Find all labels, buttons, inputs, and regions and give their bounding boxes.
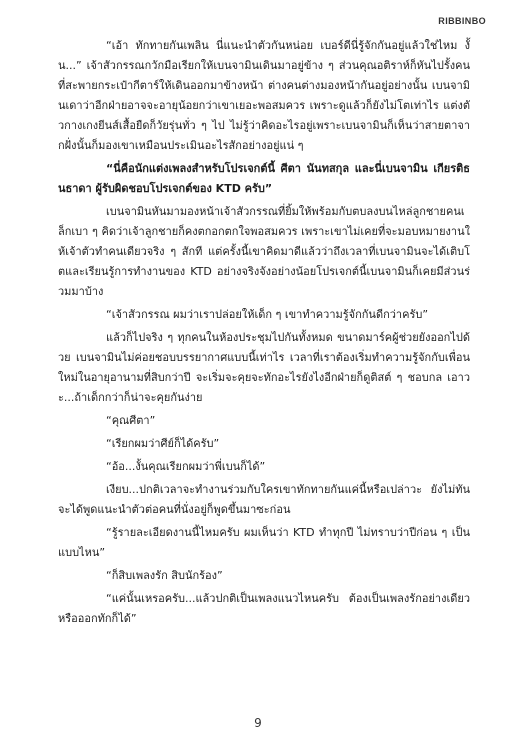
paragraph-7: “เรียกผมว่าศีย์ก็ได้ครับ” — [106, 437, 220, 450]
paragraph-4: “เจ้าสัวกรรณ ผมว่าเราปล่อยให้เด็ก ๆ เขาทำความรู้จักกันดีกว่าครับ” — [106, 308, 429, 321]
paragraph-2-bold: “นี่คือนักแต่งเพลงสำหรับโปรเจกต์นี้ ศีตา นันทสกุล และนี่เบนจามิน เกียรติธนธาดา ผู้รับผิดชอบโปรเจกต์ของ KTD ครับ” — [58, 162, 470, 195]
paragraph-3: เบนจามินหันมามองหน้าเจ้าสัวกรรณที่ยิ้มให้พร้อมกับตบลงบนไหล่ลูกชายคนเล็กเบา ๆ คิดว่าเจ้าลูกชายก็คงตกอกตกใจพอสมควร เพราะเขาไม่เคยที่จะมอบหมายงานให้เจ้าตัวทำคนเดียวจริง ๆ สักที แต่ครั้งนี้เขาคิดมาดีแล้วว่าถึงเวลาที่เบนจามินจะได้เติบโตและเรียนรู้การทำงานของ KTD อย่างจริงจังอย่างน้อยโปรเจกต์นี้เบนจามินก็เคยมีส่วนร่วมมาบ้าง — [58, 205, 470, 298]
running-header: RIBBINBO — [438, 16, 486, 26]
paragraph-9: เงียบ...ปกติเวลาจะทำงานร่วมกับใครเขาทักทายกันแค่นี้หรือเปล่าวะ ยังไม่ทันจะได้พูดแนะนำตัวต่อคนที่นั่งอยู่ก็พูดขึ้นมาซะก่อน — [58, 483, 470, 516]
paragraph-5: แล้วก็ไปจริง ๆ ทุกคนในห้องประชุมไปกันทั้งหมด ขนาดมาร์คผู้ช่วยยังออกไปด้วย เบนจามินไม่ค่อยชอบบรรยากาศแบบนี้เท่าไร เวลาที่เราต้องเริ่มทำความรู้จักกับเพื่อนใหม่ในอายุอานามที่สิบกว่าปี จะเริ่มจะคุยจะทักอะไรยังไงอีกฝ่ายก็ดูติสต์ ๆ ชอบกล เอาวะ...ถ้าเด็กกว่าก็น่าจะคุยกันง่าย — [58, 331, 470, 404]
paragraph-12: “แค่นั้นเหรอครับ...แล้วปกติเป็นเพลงแนวไหนครับ ต้องเป็นเพลงรักอย่างเดียวหรือออกทักก็ได้” — [58, 592, 470, 625]
body-text — [58, 36, 470, 629]
paragraph-1: “เอ้า ทักทายกันเพลิน นี่แนะนำตัวกันหน่อย เบอร์ดีนี่รู้จักกันอยู่แล้วใช่ไหม งั้น...” เจ้าสัวกรรณกวักมือเรียกให้เบนจามินเดินมาอยู่ข้าง ๆ ส่วนคุณอติราห์ก็หันไปรั้งคนที่สะพายกระเป๋ากีตาร์ให้เดินออกมาข้างหน้า ต่างคนต่างมองหน้ากันอยู่อย่างนั้น เบนจามินเดาว่าอีกฝ่ายอาจจะอายุน้อยกว่าเขาเยอะพอสมควร เพราะดูแล้วก็ยังไม่โตเท่าไร แต่งตัวกางเกงยีนส์เสื้อยืดก็วัยรุ่นทั่ว ๆ ไป ไม่รู้ว่าคิดอะไรอยู่เพราะเบนจามินก็เห็นว่าสายตาจากฝั่งนั้นก็มองเขาเหมือนประเมินอะไรสักอย่างอยู่แน่ ๆ — [58, 39, 470, 152]
paragraph-11: “ก็สิบเพลงรัก สิบนักร้อง” — [106, 569, 223, 582]
paragraph-8: “อ้อ...งั้นคุณเรียกผมว่าพี่เบนก็ได้” — [106, 460, 266, 473]
page-number: 9 — [254, 716, 262, 730]
paragraph-6: “คุณศีตา” — [106, 414, 156, 427]
paragraph-10: “รู้รายละเอียดงานนี้ไหมครับ ผมเห็นว่า KTD ทำทุกปี ไม่ทราบว่าปีก่อน ๆ เป็นแบบไหน” — [58, 526, 470, 559]
